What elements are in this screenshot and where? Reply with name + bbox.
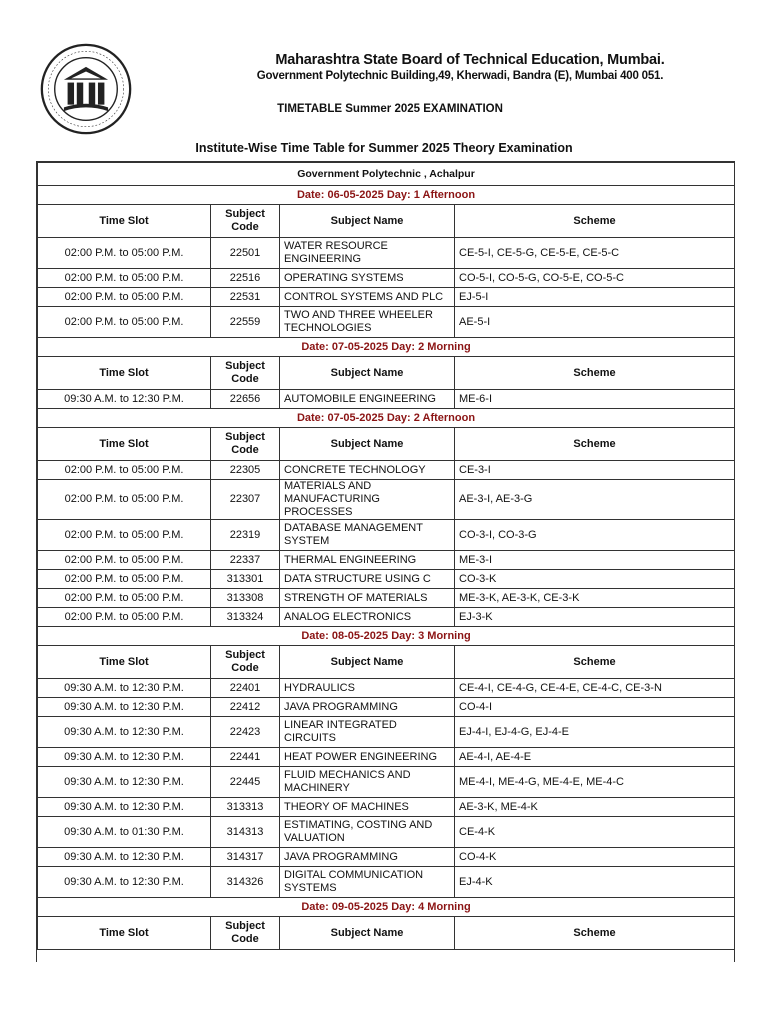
subject-code-cell: 22516 [211, 269, 280, 288]
subject-code-cell: 22531 [211, 288, 280, 307]
time-slot-cell: 02:00 P.M. to 05:00 P.M. [38, 288, 211, 307]
table-title: Institute-Wise Time Table for Summer 2025 Theory Examination [195, 141, 573, 155]
scheme-cell: CO-5-I, CO-5-G, CO-5-E, CO-5-C [455, 269, 735, 288]
table-row [38, 480, 735, 520]
subject-code-cell: 313313 [211, 798, 280, 817]
session-date-row [38, 338, 735, 357]
time-slot-cell: 02:00 P.M. to 05:00 P.M. [38, 520, 211, 551]
time-slot-cell: 02:00 P.M. to 05:00 P.M. [38, 589, 211, 608]
scheme-cell: CE-4-K [455, 817, 735, 848]
time-slot-cell: 02:00 P.M. to 05:00 P.M. [38, 461, 211, 480]
column-header-row [38, 205, 735, 238]
column-header-row [38, 646, 735, 679]
scheme-cell: AE-5-I [455, 307, 735, 338]
table-row [38, 461, 735, 480]
subject-name-cell: TWO AND THREE WHEELER TECHNOLOGIES [280, 307, 455, 338]
subject-name-cell: ESTIMATING, COSTING AND VALUATION [280, 817, 455, 848]
scheme-cell: EJ-5-I [455, 288, 735, 307]
subject-name-cell: JAVA PROGRAMMING [280, 698, 455, 717]
table-row [38, 570, 735, 589]
time-slot-cell: 09:30 A.M. to 12:30 P.M. [38, 848, 211, 867]
time-slot-cell: 02:00 P.M. to 05:00 P.M. [38, 608, 211, 627]
session-date-row [38, 898, 735, 917]
subject-code-cell: 313324 [211, 608, 280, 627]
subject-code-cell: 22441 [211, 748, 280, 767]
table-row [38, 589, 735, 608]
scheme-cell: ME-3-I [455, 551, 735, 570]
header-subject-name: Subject Name [280, 357, 455, 390]
table-row [38, 817, 735, 848]
scheme-cell: EJ-4-I, EJ-4-G, EJ-4-E [455, 717, 735, 748]
time-slot-cell: 09:30 A.M. to 12:30 P.M. [38, 748, 211, 767]
subject-name-cell: HEAT POWER ENGINEERING [280, 748, 455, 767]
header-subject-code: Subject Code [211, 646, 280, 679]
table-row [38, 848, 735, 867]
session-date-label: Date: 08-05-2025 Day: 3 Morning [38, 627, 735, 646]
subject-name-cell: DIGITAL COMMUNICATION SYSTEMS [280, 867, 455, 898]
table-row [38, 798, 735, 817]
header-time-slot: Time Slot [38, 205, 211, 238]
subject-code-cell: 22501 [211, 238, 280, 269]
subject-name-cell: CONTROL SYSTEMS AND PLC [280, 288, 455, 307]
org-name: Maharashtra State Board of Technical Education, Mumbai. [275, 52, 665, 68]
subject-code-cell: 313301 [211, 570, 280, 589]
table-row [38, 269, 735, 288]
time-slot-cell: 09:30 A.M. to 12:30 P.M. [38, 679, 211, 698]
column-header-row [38, 428, 735, 461]
exam-title: TIMETABLE Summer 2025 EXAMINATION [277, 103, 503, 115]
subject-code-cell: 22401 [211, 679, 280, 698]
subject-name-cell: THEORY OF MACHINES [280, 798, 455, 817]
table-row [38, 238, 735, 269]
time-slot-cell: 09:30 A.M. to 12:30 P.M. [38, 717, 211, 748]
session-date-row [38, 627, 735, 646]
subject-name-cell: HYDRAULICS [280, 679, 455, 698]
scheme-cell: CO-4-K [455, 848, 735, 867]
timetable [37, 162, 735, 950]
org-address: Government Polytechnic Building,49, Kherwadi, Bandra (E), Mumbai 400 051. [256, 70, 664, 82]
scheme-cell: EJ-4-K [455, 867, 735, 898]
table-row [38, 767, 735, 798]
session-date-label: Date: 06-05-2025 Day: 1 Afternoon [38, 186, 735, 205]
time-slot-cell: 09:30 A.M. to 12:30 P.M. [38, 867, 211, 898]
header-time-slot: Time Slot [38, 917, 211, 950]
scheme-cell: AE-3-K, ME-4-K [455, 798, 735, 817]
header-subject-name: Subject Name [280, 205, 455, 238]
time-slot-cell: 09:30 A.M. to 12:30 P.M. [38, 698, 211, 717]
time-slot-cell: 09:30 A.M. to 12:30 P.M. [38, 390, 211, 409]
scheme-cell: CO-3-I, CO-3-G [455, 520, 735, 551]
header-scheme: Scheme [455, 357, 735, 390]
subject-code-cell: 313308 [211, 589, 280, 608]
session-date-row [38, 186, 735, 205]
subject-name-cell: ANALOG ELECTRONICS [280, 608, 455, 627]
time-slot-cell: 09:30 A.M. to 12:30 P.M. [38, 767, 211, 798]
scheme-cell: CE-3-I [455, 461, 735, 480]
table-row [38, 551, 735, 570]
column-header-row [38, 917, 735, 950]
header-scheme: Scheme [455, 917, 735, 950]
institute-name: Government Polytechnic , Achalpur [38, 163, 735, 186]
subject-name-cell: LINEAR INTEGRATED CIRCUITS [280, 717, 455, 748]
time-slot-cell: 09:30 A.M. to 12:30 P.M. [38, 798, 211, 817]
header-time-slot: Time Slot [38, 357, 211, 390]
subject-name-cell: AUTOMOBILE ENGINEERING [280, 390, 455, 409]
header-subject-name: Subject Name [280, 646, 455, 679]
subject-code-cell: 22337 [211, 551, 280, 570]
time-slot-cell: 02:00 P.M. to 05:00 P.M. [38, 570, 211, 589]
header-subject-code: Subject Code [211, 205, 280, 238]
header-subject-code: Subject Code [211, 917, 280, 950]
time-slot-cell: 09:30 A.M. to 01:30 P.M. [38, 817, 211, 848]
header-scheme: Scheme [455, 646, 735, 679]
document-header [0, 0, 768, 180]
header-time-slot: Time Slot [38, 646, 211, 679]
header-subject-name: Subject Name [280, 917, 455, 950]
scheme-cell: CO-4-I [455, 698, 735, 717]
subject-code-cell: 22559 [211, 307, 280, 338]
time-slot-cell: 02:00 P.M. to 05:00 P.M. [38, 307, 211, 338]
subject-name-cell: FLUID MECHANICS AND MACHINERY [280, 767, 455, 798]
subject-name-cell: CONCRETE TECHNOLOGY [280, 461, 455, 480]
subject-name-cell: DATA STRUCTURE USING C [280, 570, 455, 589]
subject-name-cell: OPERATING SYSTEMS [280, 269, 455, 288]
time-slot-cell: 02:00 P.M. to 05:00 P.M. [38, 238, 211, 269]
session-date-label: Date: 07-05-2025 Day: 2 Afternoon [38, 409, 735, 428]
scheme-cell: CE-5-I, CE-5-G, CE-5-E, CE-5-C [455, 238, 735, 269]
subject-name-cell: STRENGTH OF MATERIALS [280, 589, 455, 608]
header-subject-code: Subject Code [211, 357, 280, 390]
header-subject-code: Subject Code [211, 428, 280, 461]
time-slot-cell: 02:00 P.M. to 05:00 P.M. [38, 269, 211, 288]
subject-name-cell: MATERIALS AND MANUFACTURING PROCESSES [280, 480, 455, 520]
table-row [38, 307, 735, 338]
table-row [38, 608, 735, 627]
timetable-container [36, 161, 735, 962]
scheme-cell: ME-6-I [455, 390, 735, 409]
subject-code-cell: 314313 [211, 817, 280, 848]
subject-code-cell: 314317 [211, 848, 280, 867]
subject-name-cell: WATER RESOURCE ENGINEERING [280, 238, 455, 269]
institute-row [38, 163, 735, 186]
session-date-row [38, 409, 735, 428]
table-row [38, 867, 735, 898]
session-date-label: Date: 09-05-2025 Day: 4 Morning [38, 898, 735, 917]
scheme-cell: ME-4-I, ME-4-G, ME-4-E, ME-4-C [455, 767, 735, 798]
table-row [38, 520, 735, 551]
header-scheme: Scheme [455, 428, 735, 461]
msbte-seal-logo [40, 43, 132, 135]
table-row [38, 698, 735, 717]
table-continuation [37, 950, 734, 962]
header-time-slot: Time Slot [38, 428, 211, 461]
scheme-cell: EJ-3-K [455, 608, 735, 627]
scheme-cell: ME-3-K, AE-3-K, CE-3-K [455, 589, 735, 608]
header-subject-name: Subject Name [280, 428, 455, 461]
time-slot-cell: 02:00 P.M. to 05:00 P.M. [38, 480, 211, 520]
scheme-cell: AE-3-I, AE-3-G [455, 480, 735, 520]
subject-code-cell: 22305 [211, 461, 280, 480]
subject-code-cell: 314326 [211, 867, 280, 898]
scheme-cell: CE-4-I, CE-4-G, CE-4-E, CE-4-C, CE-3-N [455, 679, 735, 698]
subject-code-cell: 22319 [211, 520, 280, 551]
subject-code-cell: 22656 [211, 390, 280, 409]
subject-name-cell: THERMAL ENGINEERING [280, 551, 455, 570]
subject-name-cell: DATABASE MANAGEMENT SYSTEM [280, 520, 455, 551]
subject-code-cell: 22307 [211, 480, 280, 520]
header-scheme: Scheme [455, 205, 735, 238]
column-header-row [38, 357, 735, 390]
table-row [38, 717, 735, 748]
subject-code-cell: 22412 [211, 698, 280, 717]
table-row [38, 679, 735, 698]
table-row [38, 288, 735, 307]
scheme-cell: CO-3-K [455, 570, 735, 589]
table-row [38, 748, 735, 767]
session-date-label: Date: 07-05-2025 Day: 2 Morning [38, 338, 735, 357]
time-slot-cell: 02:00 P.M. to 05:00 P.M. [38, 551, 211, 570]
scheme-cell: AE-4-I, AE-4-E [455, 748, 735, 767]
subject-code-cell: 22445 [211, 767, 280, 798]
subject-name-cell: JAVA PROGRAMMING [280, 848, 455, 867]
subject-code-cell: 22423 [211, 717, 280, 748]
table-row [38, 390, 735, 409]
